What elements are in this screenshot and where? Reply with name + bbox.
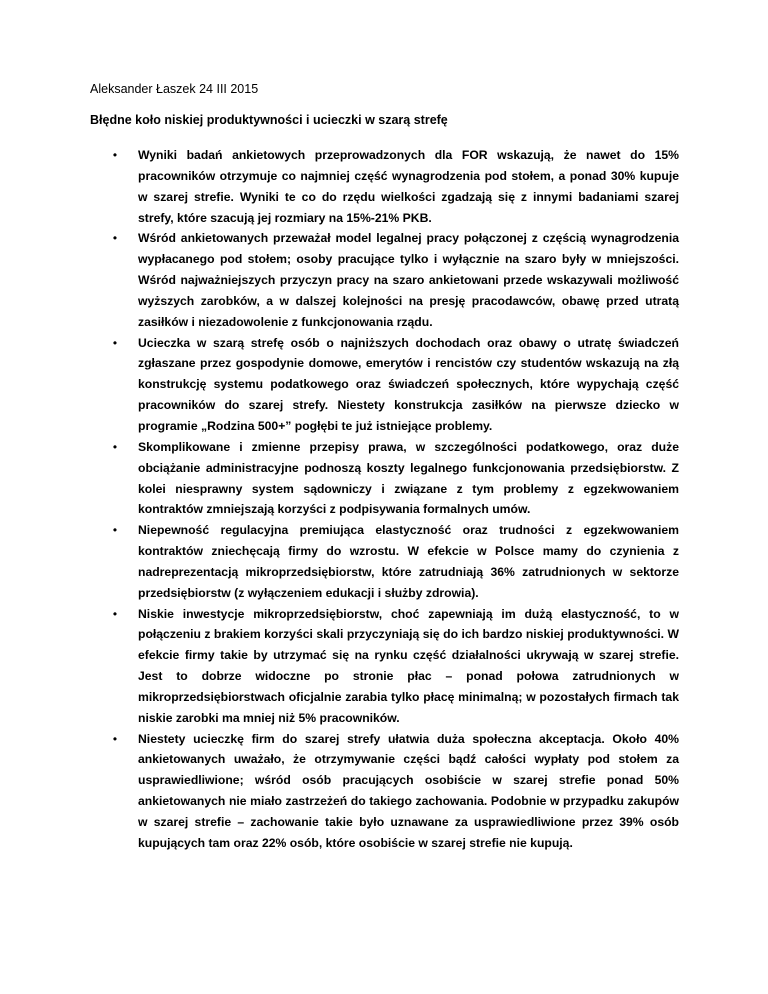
- bullet-icon: •: [112, 439, 118, 454]
- list-item: [90, 729, 679, 854]
- list-item-text: Wśród ankietowanych przeważał model legalnej pracy połączonej z częścią wynagrodzenia wypłacanego pod stołem; osoby pracujące tylko i wyłącznie na szaro były w mniejszości. Wśród najważniejszych przyczyn pracy na szaro ankietowani przede wskazywali możliwość wyższych zarobków, a w dalszej kolejności na presję pracodawców, obawę przed utratą zasiłków i niezadowolenie z funkcjonowania rządu.: [138, 231, 679, 329]
- list-item-text: Niskie inwestycje mikroprzedsiębiorstw, choć zapewniają im dużą elastyczność, to w połączeniu z brakiem korzyści skali przyczyniają się do ich bardzo niskiej produktywności. W efekcie firmy takie by utrzymać się na rynku część działalności ukrywają w szarej strefie. Jest to dobrze widoczne po stronie płac – ponad połowa zatrudnionych w mikroprzedsiębiorstwach oficjalnie zarabia tylko płacę minimalną; w pozostałych firmach tak niskie zarobki ma mniej niż 5% pracowników.: [138, 606, 679, 725]
- list-item-text: Wyniki badań ankietowych przeprowadzonych dla FOR wskazują, że nawet do 15% pracowników otrzymuje co najmniej część wynagrodzenia pod stołem, a ponad 30% kupuje w szarej strefie. Wyniki te co do rzędu wielkości zgadzają się z innymi badaniami szarej strefy, które szacują jej rozmiary na 15%-21% PKB.: [138, 148, 679, 225]
- list-item: [90, 228, 679, 332]
- document-title: Błędne koło niskiej produktywności i ucieczki w szarą strefę: [90, 113, 448, 127]
- list-item: [90, 437, 679, 520]
- list-item: [90, 520, 679, 603]
- list-item-text: Niestety ucieczkę firm do szarej strefy ułatwia duża społeczna akceptacja. Około 40% ankietowanych uważało, że otrzymywanie części bądź całości wypłaty pod stołem za usprawiedliwione; wśród osób pracujących osobiście w szarej strefie ponad 50% ankietowanych nie miało zastrzeżeń do takiego zachowania. Podobnie w przypadku zakupów w szarej strefie – zachowanie takie było uznawane za usprawiedliwione przez 39% osób kupujących tam oraz 22% osób, które osobiście w szarej strefie nie kupują.: [138, 731, 679, 850]
- list-item: [90, 333, 679, 437]
- list-item-text: Ucieczka w szarą strefę osób o najniższych dochodach oraz obawy o utratę świadczeń zgłaszane przez gospodynie domowe, emerytów i rencistów czy studentów wskazują na złą konstrukcję systemu podatkowego oraz świadczeń społecznych, które wypychają część pracowników do szarej strefy. Niestety konstrukcja zasiłków na pierwsze dziecko w programie „Rodzina 500+” pogłębi te już istniejące problemy.: [138, 335, 679, 433]
- bullet-icon: •: [112, 148, 118, 162]
- bullet-icon: •: [112, 335, 118, 350]
- list-item: [90, 604, 679, 729]
- list-item-text: Niepewność regulacyjna premiująca elastyczność oraz trudności z egzekwowaniem kontraktów zniechęcają firmy do wzrostu. W efekcie w Polsce mamy do czynienia z nadreprezentacją mikroprzedsiębiorstw, które zatrudniają 36% zatrudnionych w sektorze przedsiębiorstw (z wyłączeniem edukacji i służby zdrowia).: [138, 523, 679, 600]
- author-date-line: Aleksander Łaszek 24 III 2015: [90, 82, 259, 96]
- bullet-icon: •: [112, 231, 118, 246]
- bullet-icon: •: [112, 731, 118, 746]
- bullet-icon: •: [112, 523, 118, 538]
- list-item: [90, 145, 679, 228]
- bullet-icon: •: [112, 606, 118, 621]
- bullet-list: [90, 145, 679, 854]
- list-item-text: Skomplikowane i zmienne przepisy prawa, w szczególności podatkowego, oraz duże obciążanie administracyjne podnoszą koszty legalnego funkcjonowania przedsiębiorstw. Z kolei niesprawny system sądowniczy i związane z tym problemy z egzekwowaniem kontraktów zmniejszają korzyści z podpisywania formalnych umów.: [138, 439, 679, 517]
